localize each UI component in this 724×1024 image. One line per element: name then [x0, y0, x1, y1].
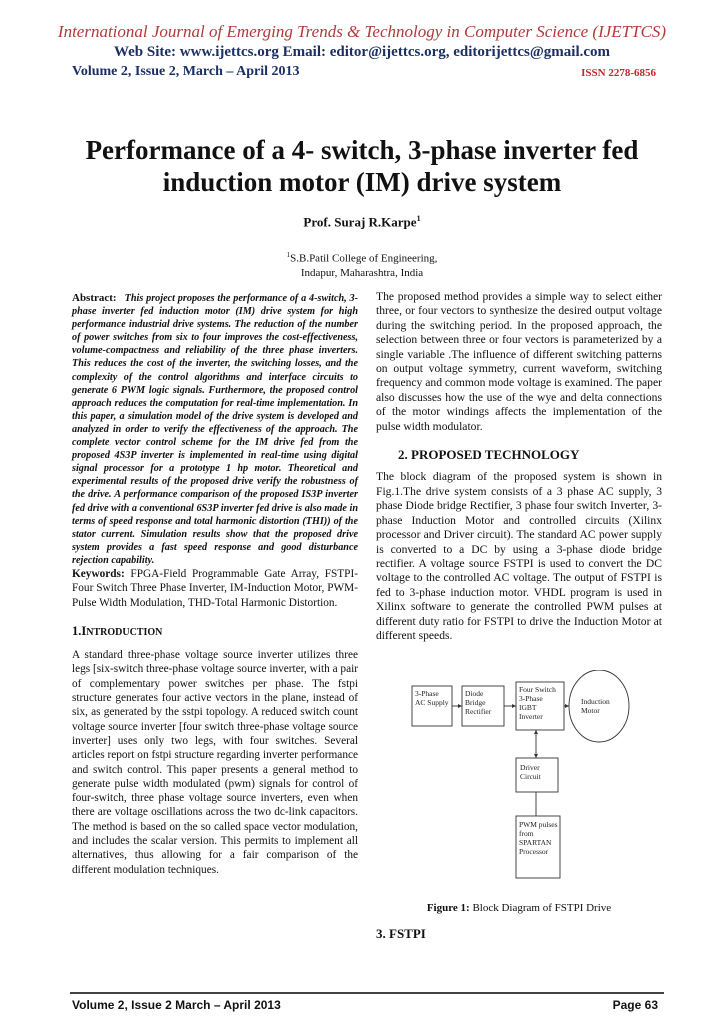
page-number: Page 63: [612, 998, 658, 1012]
block-motor: [581, 697, 610, 715]
affil-line-2: Indapur, Maharashtra, India: [300, 266, 424, 279]
author-sup: 1: [416, 214, 421, 223]
rectifier-line2: Bridge: [465, 698, 486, 707]
right-column: [376, 290, 662, 643]
title-line-2: induction motor (IM) drive system: [162, 167, 562, 197]
driver-line1: Driver: [520, 763, 540, 772]
rectifier-line1: Diode: [465, 689, 484, 698]
block-driver: [520, 763, 541, 781]
block-inverter: [519, 685, 556, 721]
pwm-line2: from: [519, 829, 534, 838]
block-ac-supply: [415, 689, 449, 707]
driver-line2: Circuit: [520, 772, 541, 781]
abstract-text: This project proposes the performance of a 4-switch, 3-phase inverter fed induction motor (IM) drive system for high performance industrial drive systems. The reduction of the number of power switches from six to four improves the cost-effectiveness, volume-compactness and reliability of the three phase inverters. This reduces the cost of the inverter, the switching losses, and the complexity of the control algorithms and interface circuits to generate 6 PWM logic signals. Furthermore, the proposed control approach reduces the computation for real-time implementation. In this paper, a simulation model of the drive system is developed and analyzed in order to verify the effectiveness of the approach. The complete vector control scheme for the IM drive fed from the proposed 4S3P inverter is implemented in real-time using digital signal processor for a prototype 1 hp motor. Theoretical and experimental results of the proposed drive verify the robustness of the drive. A performance comparison of the proposed IS3P inverter fed drive with a conventional 6S3P inverter fed drive is also made in terms of speed response and total harmonic distortion (THI)) of the stator current. Simulation results show that the proposed drive system provides a fast speed response and good disturbance rejection capability.: [72, 293, 358, 566]
introduction-text: A standard three-phase voltage source inverter utilizes three legs [six-switch three-phase voltage source inverter, with a pair of complementary power switches per phase. The fstpi structure generates four active vectors in the plane, instead of six, as generated by the sstpi topology. A reduced switch count voltage source inverter [four switch three-phase voltage source inverter] uses only two legs, with four switches. Several articles report on fstpi structure regarding inverter performance and switch control. This paper presents a general method to generate pulse width modulated (pwm) signals for control of four-switch, three phase voltage source inverters, even when there are voltage oscillations across the two dc-link capacitors. The method is based on the so called space vector modulation, and includes the scalar version. This permits to implement all alternatives, thus allowing for a fair comparison of the different modulation techniques.: [72, 649, 358, 876]
inverter-line4: Inverter: [519, 712, 543, 721]
section-heading-introduction: [72, 624, 358, 640]
block-rectifier: [465, 689, 491, 716]
author-name: Prof. Suraj R.Karpe: [303, 214, 417, 230]
pwm-line3: SPARTAN: [519, 838, 552, 847]
affil-sup: 1: [286, 251, 291, 259]
keywords-text: FPGA-Field Programmable Gate Array, FSTPI- Four Switch Three Phase Inverter, IM-Induction Motor, PWM-Pulse Width Modulation, THD-Total Harmonic Distortion.: [72, 567, 358, 609]
intro-rest: NTRODUCTION: [86, 626, 163, 638]
section2-text: The block diagram of the proposed system is shown in Fig.1.The drive system consists of a 3 phase AC supply, 3 phase Diode bridge Rectifier, 3 phase four switch Inverter, 3-phase Induction Motor and controlled circuits (Xilinx processor and Driver circuit). The standard AC power supply is converted to a DC by using a 3-phase diode bridge rectifier. A voltage source FSTPI is used to convert the DC voltage to the controlled AC voltage. The output of FSTPI is fed to 3-phase induction motor. VHDL program is used in Xilinx software to generate the controlled PWM pulses at different duty ratio for FSTPI to drive the Induction Motor at different speeds.: [376, 470, 662, 642]
pwm-line4: Processor: [519, 847, 549, 856]
issn: ISSN 2278-6856: [581, 67, 656, 79]
inverter-line2: 3-Phase: [519, 694, 543, 703]
ac-supply-line1: 3-Phase: [415, 689, 439, 698]
abstract-label: Abstract:: [72, 292, 117, 304]
keywords-label: Keywords:: [72, 567, 125, 580]
footer-rule: [70, 992, 664, 994]
ac-supply-line2: AC Supply: [415, 698, 449, 707]
inverter-line3: IGBT: [519, 703, 537, 712]
inverter-line1: Four Switch: [519, 685, 556, 694]
volume-info: Volume 2, Issue 2, March – April 2013: [72, 64, 300, 79]
keywords: [72, 567, 358, 610]
block-pwm: [519, 820, 558, 856]
section-heading-fstpi: 3. FSTPI: [376, 926, 426, 941]
journal-name: International Journal of Emerging Trends & Technology in Computer Science (IJETTCS): [57, 22, 667, 41]
motor-line1: Induction: [581, 697, 610, 706]
caption-text: Block Diagram of FSTPI Drive: [472, 902, 612, 914]
figure-caption: [376, 902, 662, 914]
author: [0, 214, 724, 230]
section-heading-proposed-technology: 2. PROPOSED TECHNOLOGY: [398, 447, 580, 463]
journal-website: Web Site: www.ijettcs.org Email: editor@ijettcs.org, editorijettcs@gmail.com: [113, 44, 611, 60]
abstract: [72, 292, 358, 567]
intro-continued: The proposed method provides a simple way to select either three, or four vectors to synthesize the desired output voltage during the switching period. In the proposed approach, the selection between three or four vectors is parameterized by a single variable .The influence of different switching patterns on output voltage symmetry, current waveform, switching frequency and common mode voltage is examined. The paper also discusses how the use of the wye and delta connections of the motor windings affects the implementation of the pulse width modulator.: [376, 290, 662, 433]
footer-volume: Volume 2, Issue 2 March – April 2013: [72, 998, 281, 1012]
title-line-1: Performance of a 4- switch, 3-phase inverter fed: [85, 135, 639, 165]
caption-label: Figure 1:: [426, 902, 470, 914]
affil-line-1: S.B.Patil College of Engineering,: [290, 252, 438, 265]
rectifier-line3: Rectifier: [465, 707, 492, 716]
intro-first-letter: I: [81, 623, 87, 638]
pwm-line1: PWM pulses: [519, 820, 558, 829]
intro-number: 1.: [72, 623, 82, 638]
affiliation: [0, 248, 724, 280]
motor-line2: Motor: [581, 706, 600, 715]
figure-block-diagram: [376, 670, 662, 895]
paper-title: [40, 134, 684, 198]
left-column: [72, 292, 358, 877]
